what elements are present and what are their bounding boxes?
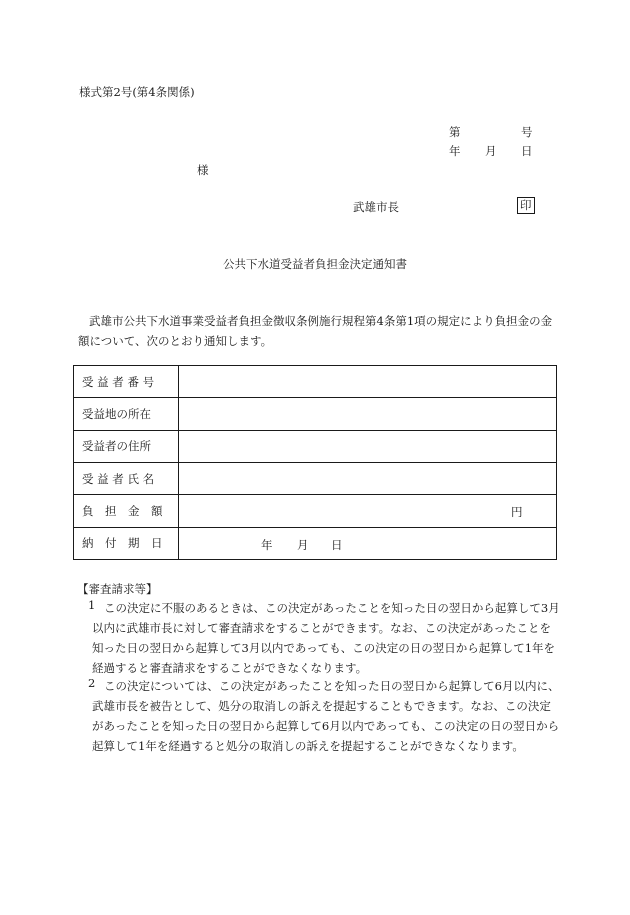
- row-value-payment-due[interactable]: [179, 527, 557, 559]
- date-year: 年: [449, 144, 461, 158]
- document-number-suffix: 号: [521, 125, 533, 139]
- due-year: 年: [261, 537, 273, 552]
- row-label-charge-amount: 負 担 金 額: [74, 495, 179, 527]
- review-item-text: この決定については、この決定があったことを知った日の翌日から起算して6月以内に、武雄市長を被告として、処分の取消しの訴えを提起することもできます。なお、この決定があったことを知った日の翌日から起算して6月以内であっても、この決定の日の翌日から起算して1年を経過すると処分の取消しの訴えを提起することができなくなります。: [92, 679, 560, 753]
- table-row: [74, 430, 557, 462]
- table-row: [74, 495, 557, 527]
- review-item-number: 2: [88, 676, 96, 690]
- recipient-suffix: 様: [197, 163, 209, 177]
- review-item: [78, 676, 560, 756]
- table-row: [74, 366, 557, 398]
- row-label-beneficiary-name: 受 益 者 氏 名: [74, 462, 179, 494]
- row-label-beneficiary-address: 受益者の住所: [74, 430, 179, 462]
- due-day: 日: [331, 537, 343, 552]
- date-month: 月: [485, 144, 497, 158]
- row-label-land-location: 受益地の所在: [74, 398, 179, 430]
- document-number-prefix: 第: [449, 125, 461, 139]
- row-label-payment-due: 納 付 期 日: [74, 527, 179, 559]
- table-row: [74, 462, 557, 494]
- table-row: [74, 398, 557, 430]
- row-value-beneficiary-address[interactable]: [179, 430, 557, 462]
- review-item-number: 1: [88, 598, 96, 612]
- row-value-beneficiary-name[interactable]: [179, 462, 557, 494]
- info-table: [73, 365, 557, 560]
- date-day: 日: [521, 144, 533, 158]
- row-label-beneficiary-number: 受 益 者 番 号: [74, 366, 179, 398]
- row-value-charge-amount[interactable]: [179, 495, 557, 527]
- seal-stamp: 印: [517, 197, 535, 214]
- row-value-beneficiary-number[interactable]: [179, 366, 557, 398]
- due-month: 月: [297, 537, 309, 552]
- review-item: [78, 598, 560, 678]
- row-value-land-location[interactable]: [179, 398, 557, 430]
- review-item-text: この決定に不服のあるときは、この決定があったことを知った日の翌日から起算して3月以内に武雄市長に対して審査請求をすることができます。なお、この決定があったことを知った日の翌日から起算して3月以内であっても、この決定の日の翌日から起算して1年を経過すると審査請求をすることができなくなります。: [92, 601, 560, 675]
- table-row: [74, 527, 557, 559]
- form-number: 様式第2号(第4条関係): [79, 85, 195, 99]
- intro-paragraph: 武雄市公共下水道事業受益者負担金徴収条例施行規程第4条第1項の規定により負担金の金額について、次のとおり通知します。: [78, 314, 553, 348]
- document-title: 公共下水道受益者負担金決定通知書: [223, 257, 407, 271]
- yen-unit: 円: [511, 505, 523, 520]
- sender-name: 武雄市長: [353, 200, 399, 214]
- review-heading: 【審査請求等】: [77, 582, 158, 596]
